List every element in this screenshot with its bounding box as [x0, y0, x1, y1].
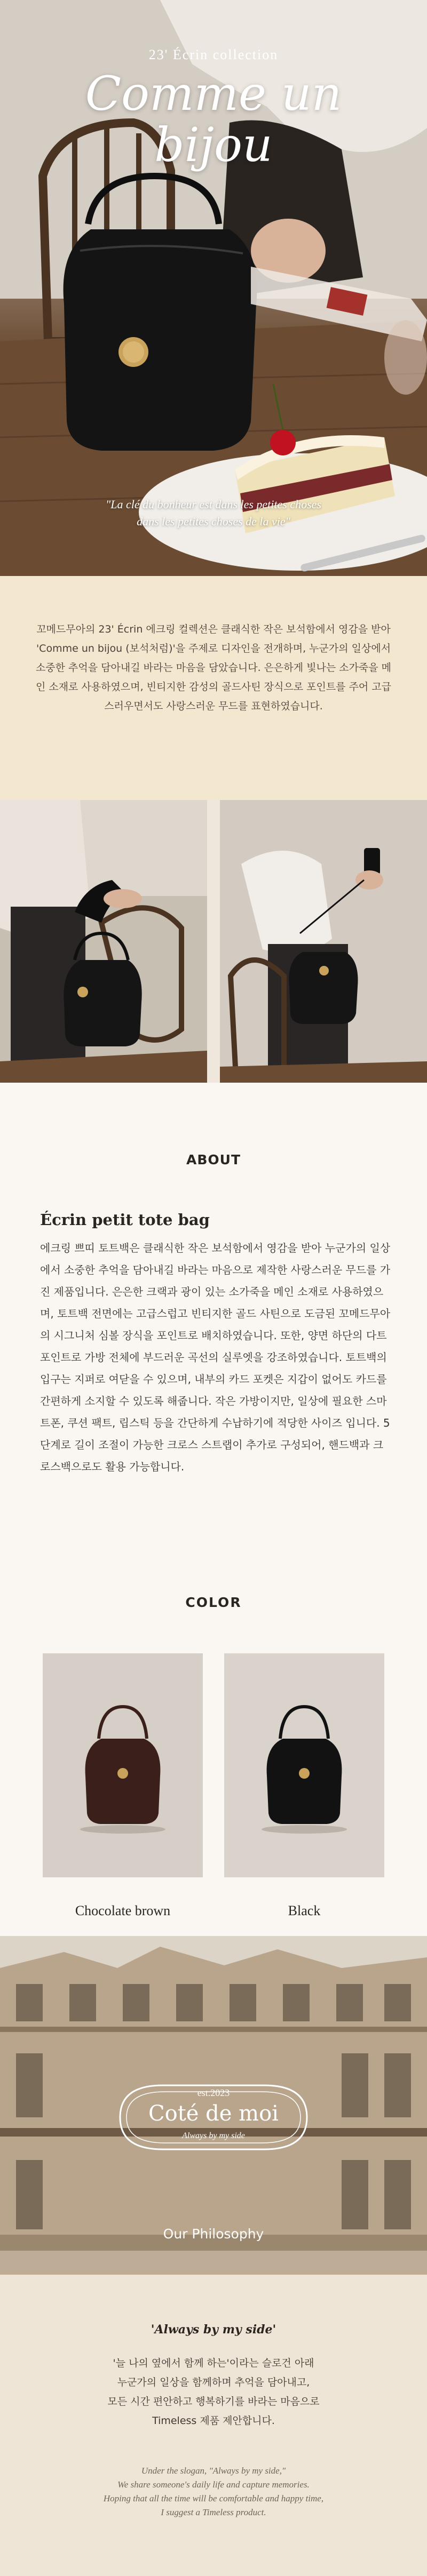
badge-est: est.2023	[197, 2087, 230, 2098]
brand-badge	[109, 2080, 318, 2155]
hero-quote-line1: "La clé du bonheur est dans les petites choses	[106, 498, 321, 511]
lifestyle-photo-right	[220, 800, 427, 1083]
philosophy-english	[0, 2464, 427, 2519]
philosophy-korean-line: 누군가의 일상을 함께하며 추억을 담아내고,	[117, 2377, 310, 2388]
hero-quote-line2: dans les petites choses de la vie"	[137, 515, 290, 528]
lifestyle-photos	[0, 800, 427, 1083]
philosophy-english-line: We share someone's daily life and capture memories.	[117, 2479, 310, 2490]
hero-headline	[0, 68, 427, 171]
bag-chocolate-brown	[85, 1739, 161, 1824]
philosophy-korean	[0, 2354, 427, 2430]
lifestyle-photo-left	[0, 800, 207, 1083]
philosophy-english-line: Hoping that all the time will be comfortable and happy time,	[103, 2493, 324, 2503]
about-section	[0, 1083, 427, 1520]
color-heading: COLOR	[185, 1595, 242, 1610]
philosophy-english-line: Under the slogan, "Always by my side,"	[141, 2466, 286, 2476]
product-description: 에크링 쁘띠 토트백은 클래식한 작은 보석함에서 영감을 받아 누군가의 일상에서 소중한 추억을 담아내길 바라는 마음으로 제작한 사랑스러운 무드를 가진 제품입니다. 은은한 크랙과 광이 있는 소가죽을 메인 소재로 사용하였으며, 토트백 전면에는 고급스럽고 빈티지한 골드 사틴으로 도금된 꼬메드무아의 시그니처 심볼 장식을 포인트로 배치하였습니다. 또한, 양면 하단의 다트 포인트로 가방 전체에 부드러운 곡선의 실루엣을 강조하였습니다. 토트백의 입구는 지퍼로 여닫을 수 있으며, 내부의 카드 포켓은 지갑이 없어도 카드를 간편하게 소지할 수 있도록 해줍니다. 작은 가방이지만, 일상에 필요한 스마트폰, 쿠션 팩트, 립스틱 등을 간단하게 수납하기에 적당한 사이즈 입니다. 5단계로 길이 조절이 가능한 크로스 스트랩이 추가로 구성되어, 핸드백과 크로스백으로도 활용 가능합니다.	[40, 1242, 391, 1473]
brand-logo-text: Coté de moi	[148, 2101, 279, 2126]
color-section	[0, 1520, 427, 1936]
hero-headline-line1: Comme un	[85, 66, 342, 121]
color-option-black[interactable]	[224, 1653, 384, 1877]
philosophy-section	[0, 2275, 427, 2576]
hero-quote	[0, 496, 427, 530]
philosophy-label: Our Philosophy	[163, 2226, 264, 2242]
philosophy-korean-line: 모든 시간 편안하고 행복하기를 바라는 마음으로	[107, 2396, 320, 2407]
color-option-chocolate-brown[interactable]	[43, 1653, 203, 1877]
product-title: Écrin petit tote bag	[40, 1211, 210, 1229]
philosophy-english-line: I suggest a Timeless product.	[161, 2507, 266, 2517]
color-name-black: Black	[288, 1903, 321, 1918]
about-heading: ABOUT	[186, 1152, 241, 1167]
hero-headline-line2: bijou	[154, 117, 273, 172]
color-name-chocolate-brown: Chocolate brown	[75, 1903, 171, 1918]
hero-collection-label: 23' Écrin collection	[148, 47, 279, 62]
intro-text: 꼬메드무아의 23' Écrin 에크링 컬렉션은 클래식한 작은 보석함에서 영감을 받아 'Comme un bijou (보석처럼)'을 주제로 디자인을 전개하며, 누군가의 일상에서 소중한 추억을 담아내길 바라는 마음을 담았습니다. 은은하게 빛나는 소가죽을 메인 소재로 사용하였으며, 빈티지한 감성의 골드사틴 장식으로 포인트를 주어 고급스러우면서도 사랑스러운 무드를 표현하였습니다.	[35, 623, 392, 712]
hero-section	[0, 0, 427, 576]
badge-tagline: Always by my side	[182, 2131, 245, 2140]
philosophy-slogan: 'Always by my side'	[151, 2323, 276, 2337]
philosophy-korean-line: '늘 나의 옆에서 함께 하는'이라는 슬로건 아래	[113, 2357, 314, 2369]
philosophy-korean-line: Timeless 제품 제안합니다.	[152, 2415, 275, 2427]
bag-black	[267, 1739, 342, 1824]
intro-section	[0, 576, 427, 800]
